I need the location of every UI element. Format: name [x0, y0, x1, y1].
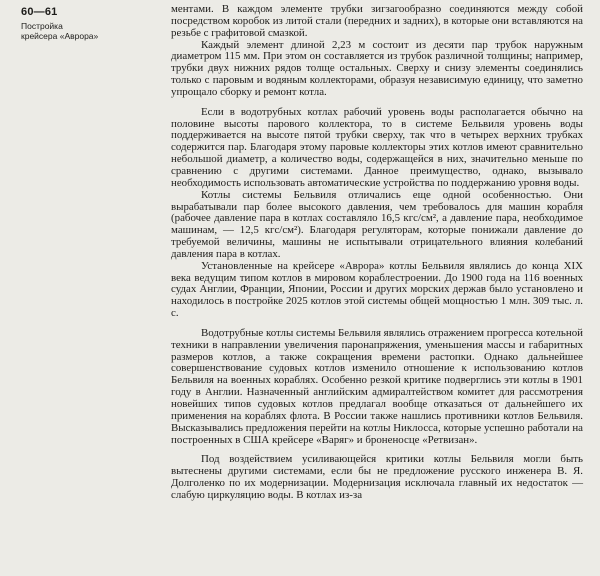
paragraph-6: Водотрубные котлы системы Бельвиля являлись отражением прогресса котельной техники в направлении увеличения паронапряжения, уменьшения массы и габаритных размеров котлов, а также сокращения времени растопки. Однако дальнейшее совершенствование судовых котлов изменило отношение к использованию котлов Бельвиля на военных кораблях. Особенно резкой критике подверглись эти котлы в 1901 году в Англии. Назначенный английским адмиралтейством комитет для рассмотрения новейших типов судовых котлов предлагал вообще отказаться от дальнейшего их применения на кораблях флота. В России также нашлись противники котлов Бельвиля. Высказывались предложения перейти на котлы Никлосса, которые успешно работали на построенных в США крейсере «Варяг» и броненосце «Ретвизан».	[171, 326, 583, 446]
body-text	[171, 4, 583, 502]
paragraph-3: Если в водотрубных котлах рабочий уровень воды располагается обычно на половине высоты парового коллектора, то в системе Бельвиля уровень воды поддерживается на высоте пятой трубки сверху, так что в четырех верхних трубках содержится пар. Благодаря этому паровые коллекторы этих котлов имеют сравнительно небольшой диаметр, а количество воды, содержащейся в них, значительно меньше по сравнению с другими системами. Данное преимущество, однако, вызывало необходимость использовать автоматические устройства по поддержанию уровня воды.	[171, 105, 583, 189]
section-title-line-2: крейсера «Аврора»	[21, 31, 99, 41]
paragraph-7: Под воздействием усиливающейся критики котлы Бельвиля могли быть вытеснены другими системами, если бы не предложение русского инженера В. Я. Долголенко по их модернизации. Модернизация исключала главный их недостаток — слабую циркуляцию воды. В котлах из-за	[171, 453, 583, 501]
margin-header	[21, 6, 161, 41]
page-numbers: 60—61	[21, 6, 58, 18]
paragraph-4: Котлы системы Бельвиля отличались еще одной особенностью. Они вырабатывали пар более высокого давления, чем требовалось для машин корабля (рабочее давление пара в котлах составляло 16,5 кгс/см², а давление пара, необходимое машинам, — 12,5 кгс/см²). Благодаря регуляторам, которые понижали давление до требуемой величины, машины не испытывали отрицательного влияния колебаний давления пара в котлах.	[171, 188, 583, 260]
section-title-line-1: Постройка	[21, 21, 63, 31]
paragraph-5: Установленные на крейсере «Аврора» котлы Бельвиля являлись до конца XIX века ведущим типом котлов в мировом кораблестроении. До 1900 года на 116 военных судах Англии, Франции, Японии, России и других морских держав было установлено и находилось в постройке 2025 котлов этой системы общей мощностью 1 млн. 309 тыс. л. с.	[171, 259, 583, 320]
paragraph-1: ментами. В каждом элементе трубки зигзагообразно соединяются между собой посредством коробок из литой стали (передних и задних), в которые они вставляются на резьбе с графитовой смазкой.	[171, 3, 583, 39]
paragraph-2: Каждый элемент длиной 2,23 м состоит из десяти пар трубок наружным диаметром 115 мм. При этом он составляется из трубок различной толщины; например, трубки двух нижних рядов толще остальных. Сверху и снизу элементы соединялись только с паровым и водяным коллекторами, образуя независимую единицу, что заметно упрощало сборку и ремонт котла.	[171, 38, 583, 98]
